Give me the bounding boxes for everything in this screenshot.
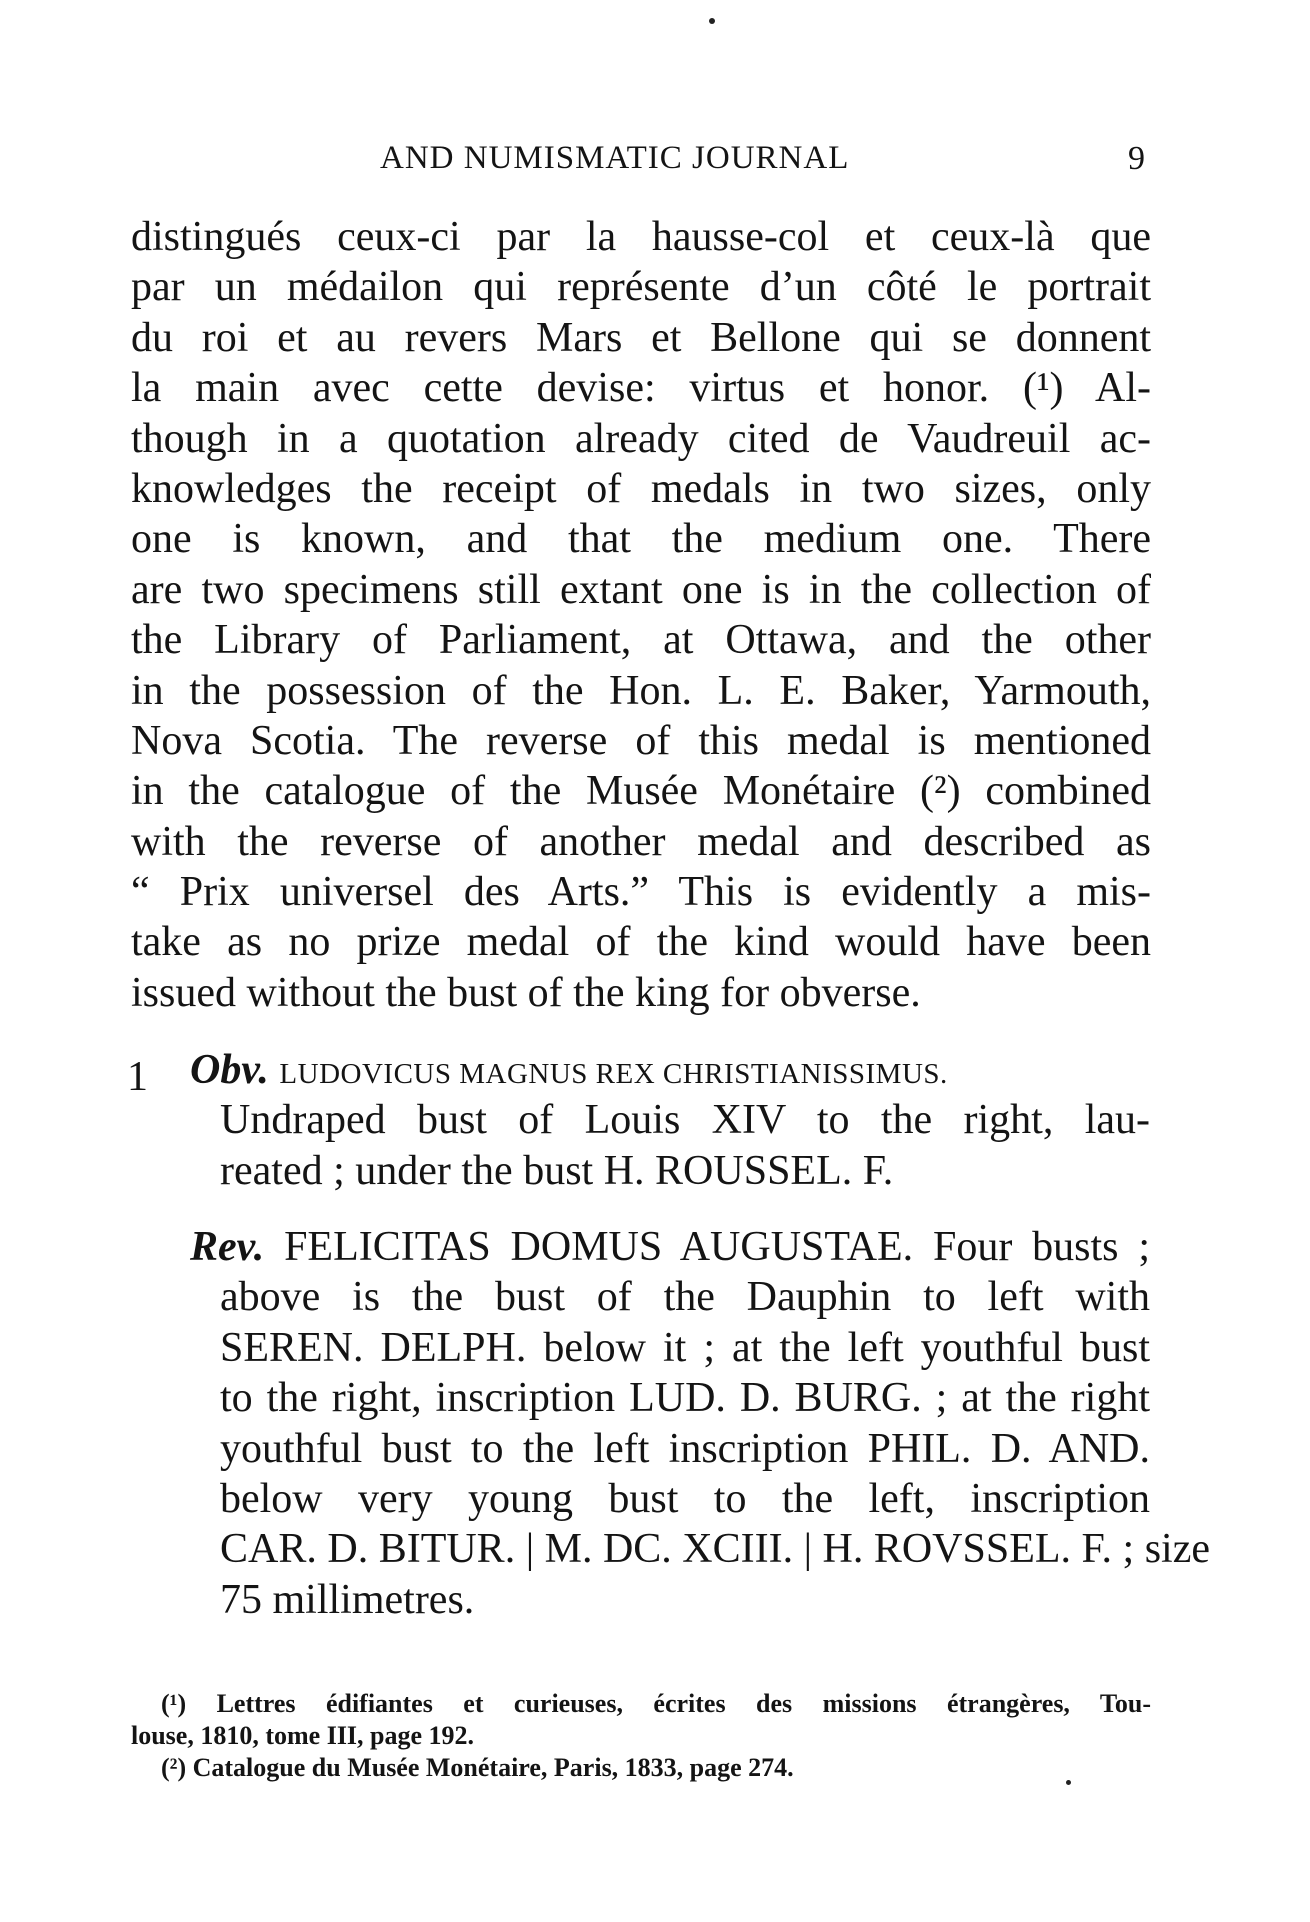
obverse-label: Obv. (190, 1047, 269, 1093)
body-line: one is known, and that the medium one. There (131, 516, 1151, 563)
printing-speck-top (709, 18, 715, 24)
body-line: knowledges the receipt of medals in two sizes, only (131, 465, 1151, 512)
body-line: the Library of Parliament, at Ottawa, and the other (131, 617, 1151, 664)
obverse-legend: LUDOVICUS MAGNUS REX CHRISTIANISSIMUS. (279, 1058, 948, 1090)
body-line: in the catalogue of the Musée Monétaire (²) combined (131, 768, 1151, 815)
reverse-label: Rev. (190, 1224, 265, 1270)
obverse-line (190, 1045, 1150, 1095)
page-number: 9 (1128, 140, 1145, 177)
reverse-line: youthful bust to the left inscription PHIL. D. AND. (220, 1425, 1150, 1472)
reverse-description (190, 1222, 1210, 1625)
footnotes (131, 1688, 1151, 1784)
footnote-1-continued: louse, 1810, tome III, page 192. (131, 1721, 475, 1750)
footnote-2: (²) Catalogue du Musée Monétaire, Paris, 1833, page 274. (161, 1753, 794, 1782)
body-line: distingués ceux-ci par la hausse-col et ceux-là que (131, 214, 1151, 260)
footnote-1: (¹) Lettres édifiantes et curieuses, écrites des missions étrangères, Tou- (161, 1689, 1151, 1718)
reverse-line: to the right, inscription LUD. D. BURG. ; at the right (220, 1375, 1150, 1422)
body-line: though in a quotation already cited de Vaudreuil ac- (131, 415, 1151, 462)
obverse-description (190, 1045, 1150, 1196)
body-line: with the reverse of another medal and described as (131, 818, 1151, 865)
body-line: par un médailon qui représente d’un côté le portrait (131, 264, 1151, 311)
reverse-line: CAR. D. BITUR. | M. DC. XCIII. | H. ROVSSEL. F. ; size (220, 1526, 1210, 1573)
reverse-line: below very young bust to the left, inscription (220, 1475, 1150, 1522)
body-line: la main avec cette devise: virtus et honor. (¹) Al- (131, 365, 1151, 412)
body-line: issued without the bust of the king for obverse. (131, 969, 921, 1016)
body-line: are two specimens still extant one is in the collection of (131, 566, 1151, 613)
reverse-line: 75 millimetres. (220, 1576, 475, 1623)
body-line: “ Prix universel des Arts.” This is evidently a mis- (131, 869, 1151, 916)
reverse-line: SEREN. DELPH. below it ; at the left youthful bust (220, 1324, 1150, 1371)
reverse-line: above is the bust of the Dauphin to left with (220, 1274, 1150, 1321)
body-line: du roi et au revers Mars et Bellone qui se donnent (131, 314, 1151, 361)
entry-number: 1 (127, 1054, 148, 1100)
reverse-legend: FELICITAS DOMUS AUGUSTAE. Four busts ; (284, 1224, 1151, 1270)
body-line: take as no prize medal of the kind would have been (131, 919, 1151, 966)
running-head: AND NUMISMATIC JOURNAL (380, 140, 850, 176)
body-paragraph (131, 212, 1151, 1018)
reverse-line (190, 1222, 1150, 1272)
obverse-line: Undraped bust of Louis XIV to the right, lau- (220, 1097, 1150, 1144)
printing-speck-bottom (1066, 1780, 1071, 1785)
obverse-line: reated ; under the bust H. ROUSSEL. F. (220, 1147, 894, 1194)
body-line: Nova Scotia. The reverse of this medal is mentioned (131, 717, 1151, 764)
body-line: in the possession of the Hon. L. E. Baker, Yarmouth, (131, 667, 1151, 714)
